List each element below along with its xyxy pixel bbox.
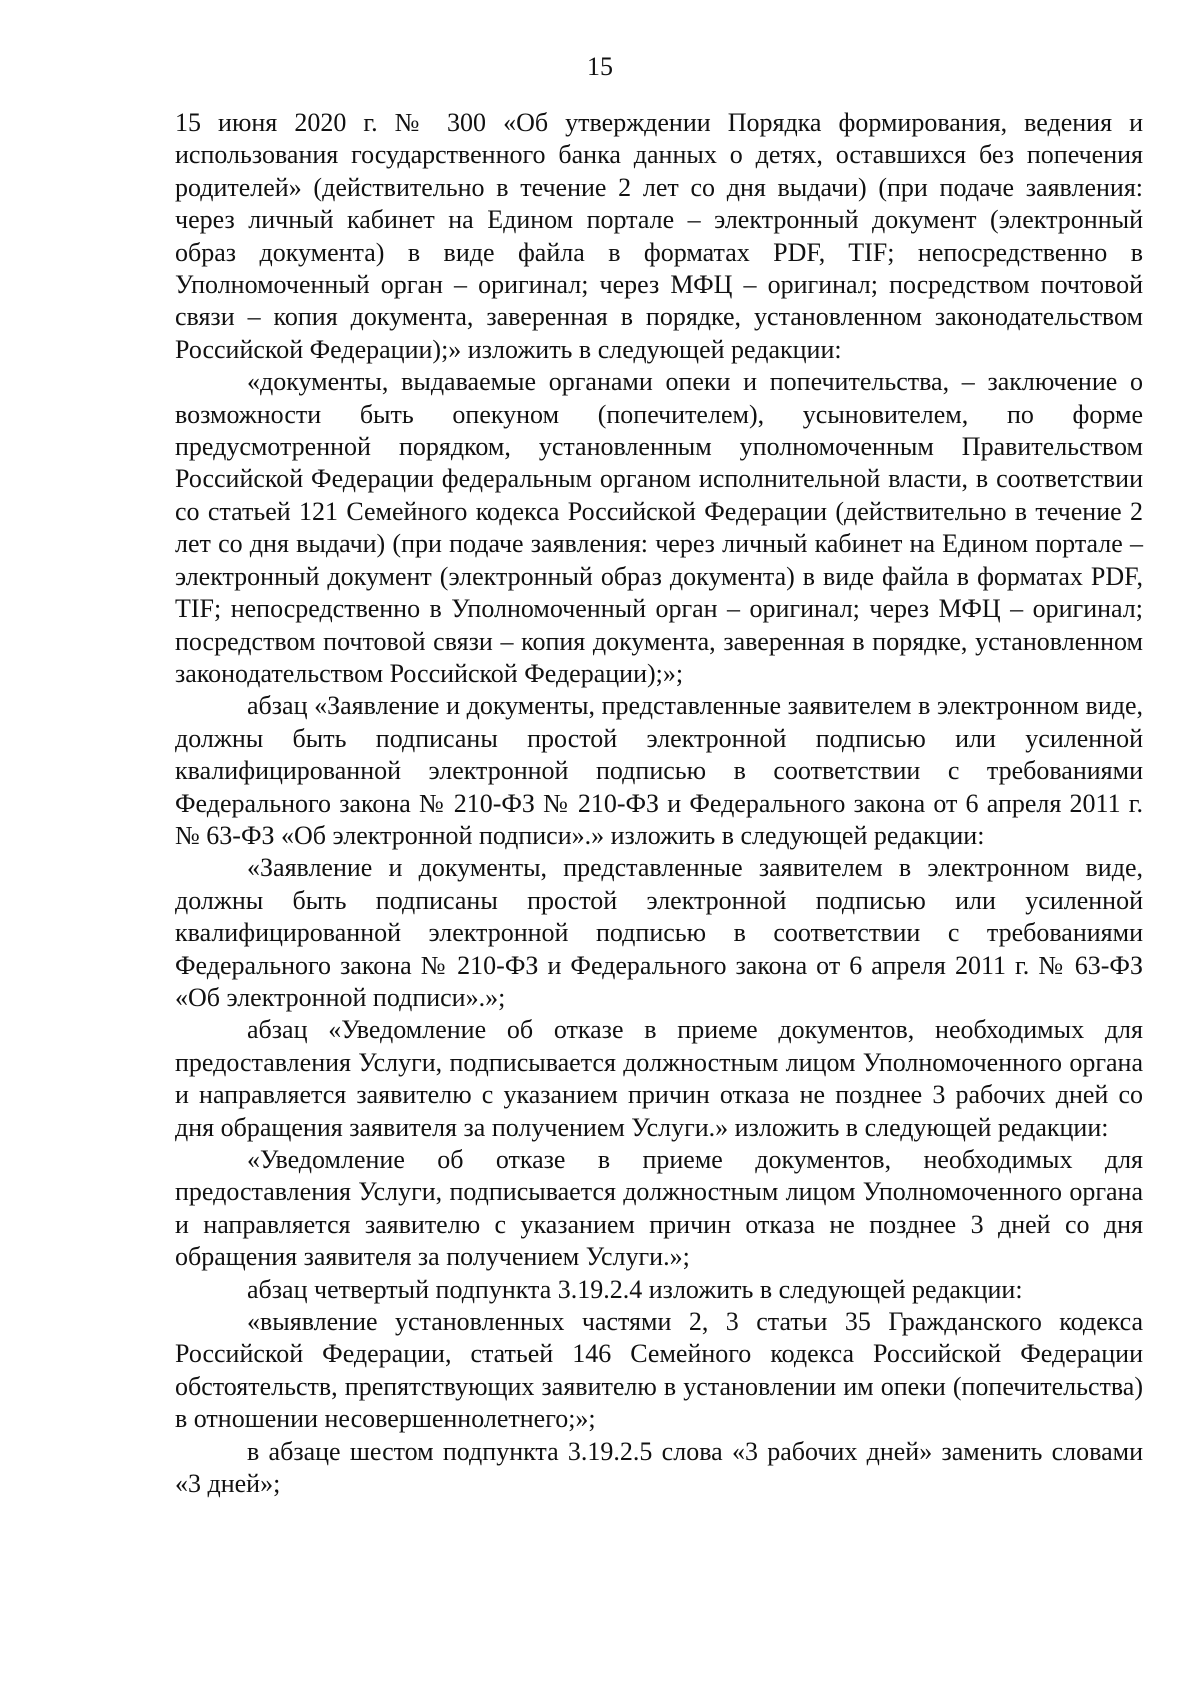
document-body xyxy=(175,107,1143,1500)
paragraph-electronic-signature-new: «Заявление и документы, представленные заявителем в электронном виде, должны быть подписаны простой электронной подписью или усиленной квалифицированной электронной подписью в соответствии с требованиями Федерального закона № 210-ФЗ и Федерального закона от 6 апреля 2011 г. № 63-ФЗ «Об электронной подписи».»; xyxy=(175,853,1143,1012)
paragraph-subclause-3-19-2-5: в абзаце шестом подпункта 3.19.2.5 слова «3 рабочих дней» заменить словами «3 дней»; xyxy=(175,1436,1143,1499)
paragraph-subclause-3-19-2-4: абзац четвертый подпункта 3.19.2.4 изложить в следующей редакции: xyxy=(247,1274,1023,1304)
paragraph-circumstances: «выявление установленных частями 2, 3 статьи 35 Гражданского кодекса Российской Федерации, статьей 146 Семейного кодекса Российской Федерации обстоятельств, препятствующих заявителю в установлении им опеки (попечительства) в отношении несовершеннолетнего;»; xyxy=(175,1307,1143,1434)
page-number: 15 xyxy=(587,52,613,81)
paragraph-electronic-signature-old: абзац «Заявление и документы, представленные заявителем в электронном виде, должны быть подписаны простой электронной подписью или усиленной квалифицированной электронной подписью в соответствии с требованиями Федерального закона № 210-ФЗ № 210-ФЗ и Федерального закона от 6 апреля 2011 г. № 63-ФЗ «Об электронной подписи».» изложить в следующей редакции: xyxy=(175,691,1143,850)
paragraph-guardianship-documents: «документы, выдаваемые органами опеки и попечительства, – заключение о возможности быть опекуном (попечителем), усыновителем, по форме предусмотренной порядком, установленным уполномоченным Правительством Российской Федерации федеральным органом исполнительной власти, в соответствии со статьей 121 Семейного кодекса Российской Федерации (действительно в течение 2 лет со дня выдачи) (при подаче заявления: через личный кабинет на Едином портале – электронный документ (электронный образ документа) в виде файла в форматах PDF, TIF; непосредственно в Уполномоченный орган – оригинал; через МФЦ – оригинал; посредством почтовой связи – копия документа, заверенная в порядке, установленном законодательством Российской Федерации);»; xyxy=(175,367,1143,688)
paragraph-continuation: 15 июня 2020 г. № 300 «Об утверждении Порядка формирования, ведения и использования государственного банка данных о детях, оставшихся без попечения родителей» (действительно в течение 2 лет со дня выдачи) (при подаче заявления: через личный кабинет на Едином портале – электронный документ (электронный образ документа) в виде файла в форматах PDF, TIF; непосредственно в Уполномоченный орган – оригинал; через МФЦ – оригинал; посредством почтовой связи – копия документа, заверенная в порядке, установленном законодательством Российской Федерации);» изложить в следующей редакции: xyxy=(175,108,1143,364)
paragraph-refusal-notice-old: абзац «Уведомление об отказе в приеме документов, необходимых для предоставления Услуги, подписывается должностным лицом Уполномоченного органа и направляется заявителю с указанием причин отказа не позднее 3 рабочих дней со дня обращения заявителя за получением Услуги.» изложить в следующей редакции: xyxy=(175,1015,1143,1142)
paragraph-refusal-notice-new: «Уведомление об отказе в приеме документов, необходимых для предоставления Услуги, подписывается должностным лицом Уполномоченного органа и направляется заявителю с указанием причин отказа не позднее 3 дней со дня обращения заявителя за получением Услуги.»; xyxy=(175,1145,1143,1272)
